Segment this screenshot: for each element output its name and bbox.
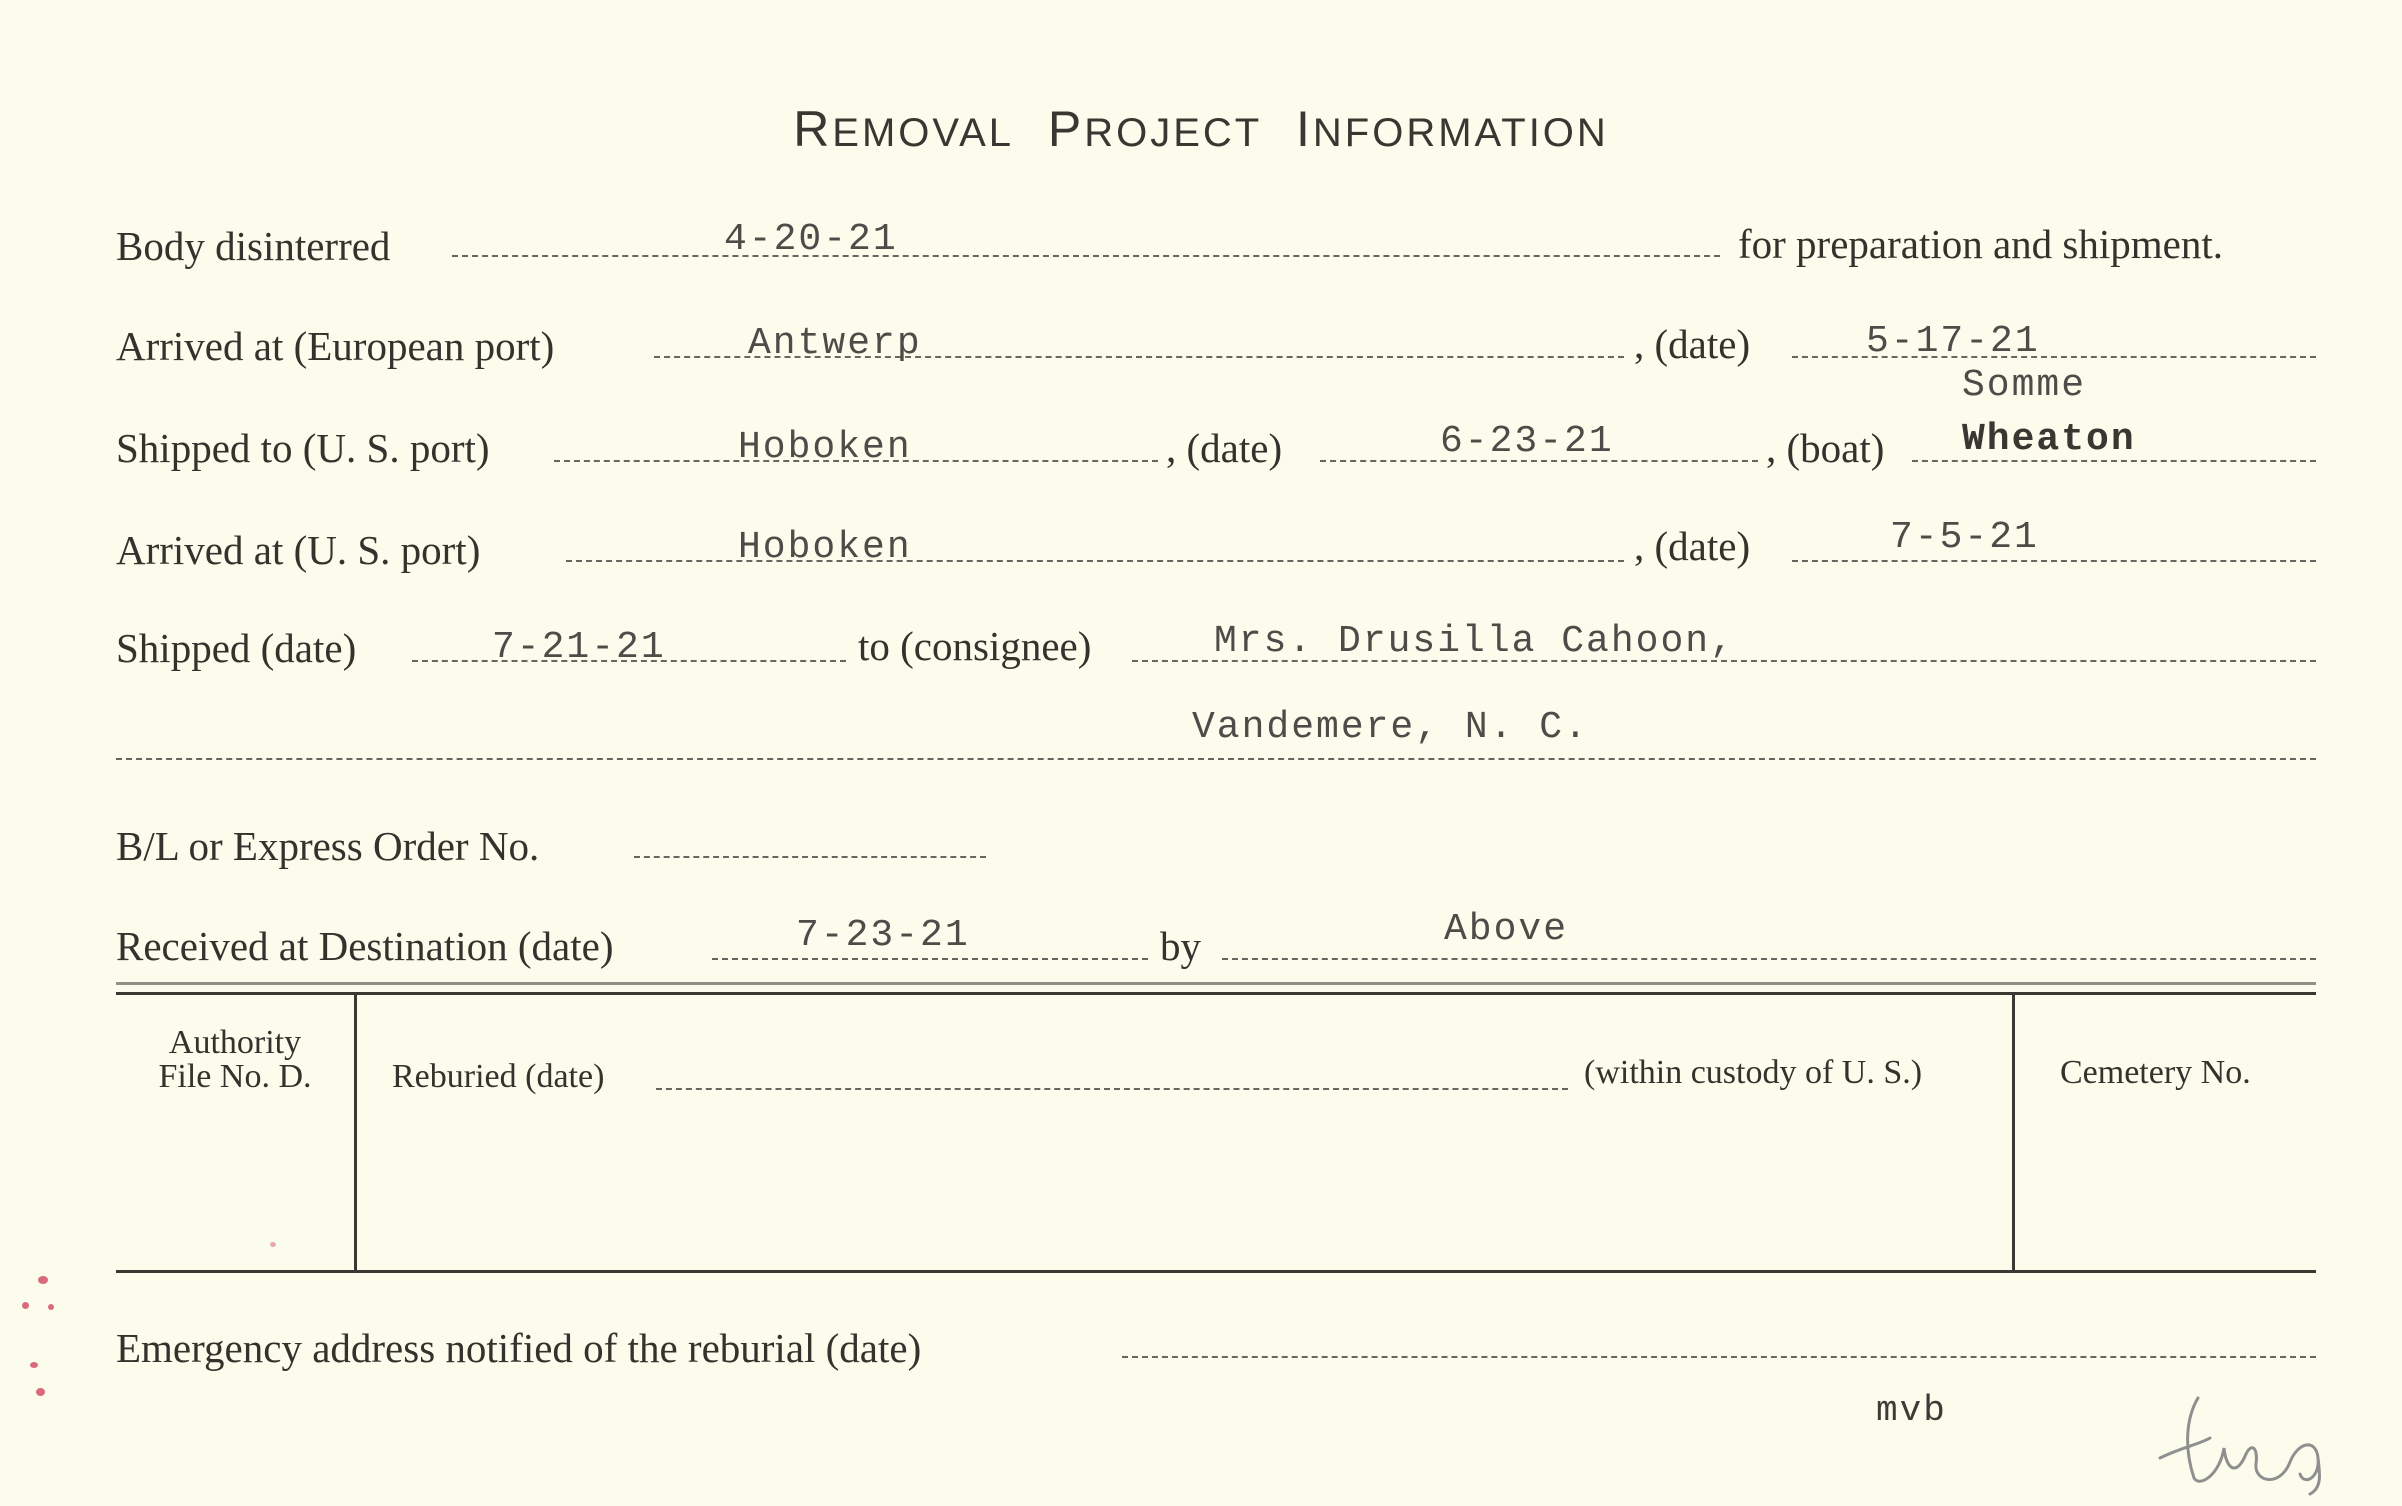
us-port-arrived-label: Arrived at (U. S. port) — [116, 527, 481, 573]
boat-value: Wheaton — [1962, 418, 2136, 461]
us-port-arrived-date-label: , (date) — [1634, 523, 1751, 569]
us-port-arrived-line — [566, 560, 1624, 562]
box-divider-right — [2012, 994, 2015, 1270]
box-bottom-rule — [116, 1270, 2316, 1273]
us-port-arrived-date-value: 7-5-21 — [1890, 516, 2039, 559]
emergency-address-label: Emergency address notified of the reburial (date) — [116, 1325, 922, 1371]
shipped-date-value: 7-21-21 — [492, 626, 666, 669]
us-port-arrived-value: Hoboken — [738, 526, 912, 569]
consignee-label: to (consignee) — [858, 623, 1092, 669]
received-destination-line — [712, 958, 1148, 960]
ink-speck — [30, 1362, 38, 1368]
box-top-rule-1 — [116, 982, 2316, 985]
cemetery-number-label: Cemetery No. — [2060, 1054, 2251, 1091]
european-port-date-value: 5-17-21 — [1866, 320, 2040, 363]
european-port-label: Arrived at (European port) — [116, 323, 555, 369]
custody-label: (within custody of U. S.) — [1584, 1054, 1923, 1091]
consignee-address-value: Vandemere, N. C. — [1192, 706, 1589, 749]
ink-speck — [270, 1242, 276, 1247]
us-port-shipped-value: Hoboken — [738, 426, 912, 469]
reburied-date-line — [656, 1088, 1568, 1090]
body-disinterred-line — [452, 255, 1720, 257]
received-by-label: by — [1160, 923, 1201, 969]
typist-initials: mvb — [1876, 1390, 1947, 1431]
reburied-date-label: Reburied (date) — [392, 1058, 605, 1095]
ink-speck — [38, 1276, 48, 1284]
box-divider-left — [354, 994, 357, 1270]
consignee-address-line — [116, 758, 2316, 760]
us-port-shipped-date-label: , (date) — [1166, 425, 1283, 471]
preparation-shipment-label: for preparation and shipment. — [1738, 221, 2224, 267]
emergency-address-line — [1122, 1356, 2316, 1358]
boat-note-value: Somme — [1962, 364, 2087, 407]
express-order-line — [634, 856, 986, 858]
pencil-signature — [2140, 1378, 2360, 1498]
boat-label: , (boat) — [1766, 425, 1885, 471]
box-top-rule-2 — [116, 992, 2316, 995]
us-port-shipped-label: Shipped to (U. S. port) — [116, 425, 490, 471]
european-port-date-label: , (date) — [1634, 321, 1751, 367]
ink-speck — [22, 1302, 29, 1309]
received-destination-value: 7-23-21 — [796, 914, 970, 957]
body-disinterred-value: 4-20-21 — [724, 218, 898, 261]
consignee-name-value: Mrs. Drusilla Cahoon, — [1214, 620, 1735, 663]
received-destination-label: Received at Destination (date) — [116, 923, 614, 969]
received-by-value: Above — [1444, 908, 1569, 951]
european-port-value: Antwerp — [748, 322, 922, 365]
form-title: REMOVAL PROJECT INFORMATION — [793, 101, 1609, 157]
body-disinterred-label: Body disinterred — [116, 223, 391, 269]
shipped-date-label: Shipped (date) — [116, 625, 357, 671]
express-order-label: B/L or Express Order No. — [116, 823, 540, 869]
us-port-arrived-date-line — [1792, 560, 2316, 562]
ink-speck — [48, 1304, 54, 1310]
us-port-shipped-date-value: 6-23-21 — [1440, 420, 1614, 463]
authority-file-label: Authority File No. D. — [158, 1024, 312, 1095]
received-by-line — [1222, 958, 2316, 960]
ink-speck — [36, 1388, 45, 1396]
